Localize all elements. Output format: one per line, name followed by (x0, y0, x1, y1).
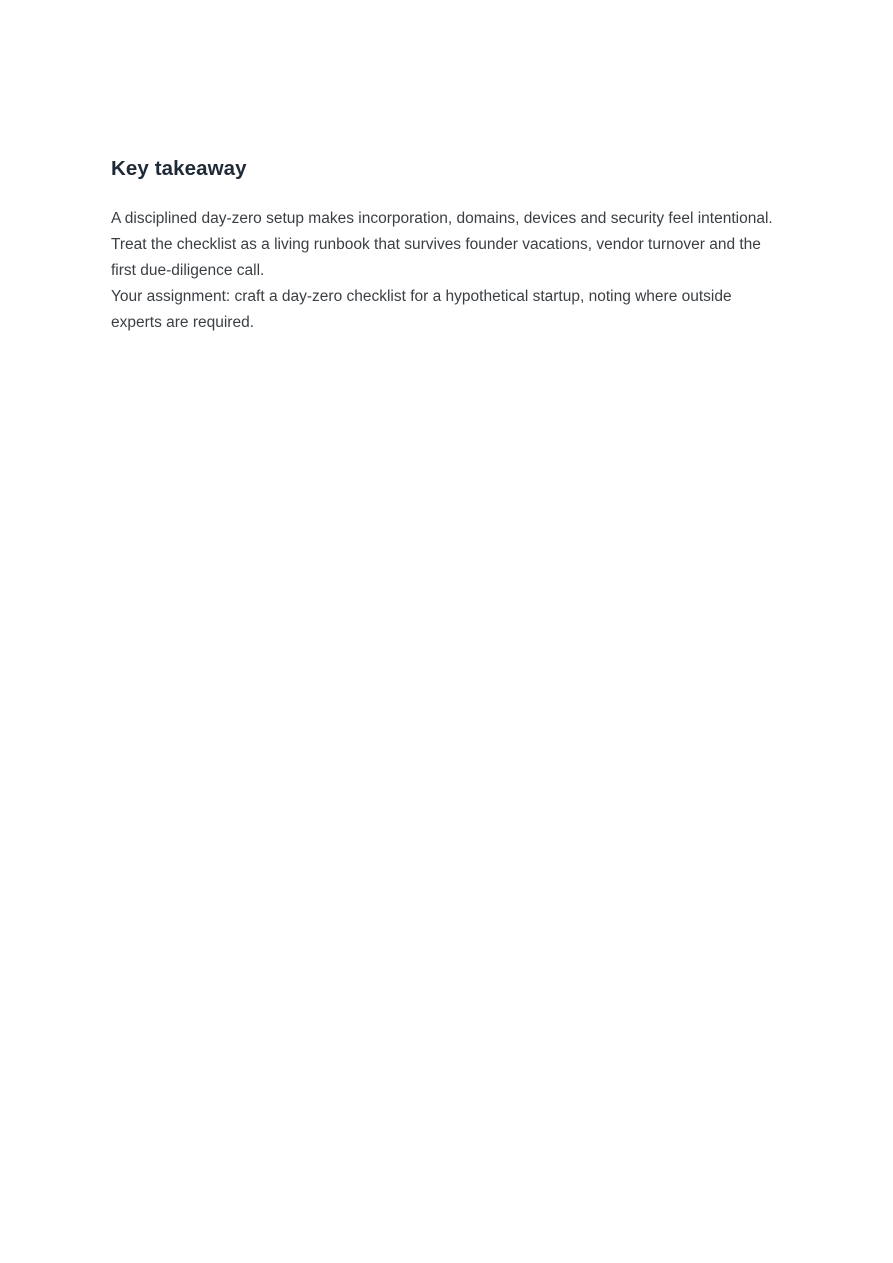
takeaway-paragraph: Treat the checklist as a living runbook that survives founder vacations, vendor turnover and the first due-diligence call. (111, 235, 761, 279)
section-heading: Key takeaway (111, 157, 247, 180)
takeaway-paragraph: Your assignment: craft a day-zero checklist for a hypothetical startup, noting where outside experts are required. (111, 287, 732, 331)
takeaway-paragraph: A disciplined day-zero setup makes incorporation, domains, devices and security feel intentional. (111, 209, 773, 227)
takeaway-text-block (111, 206, 783, 336)
document-content (111, 157, 783, 336)
